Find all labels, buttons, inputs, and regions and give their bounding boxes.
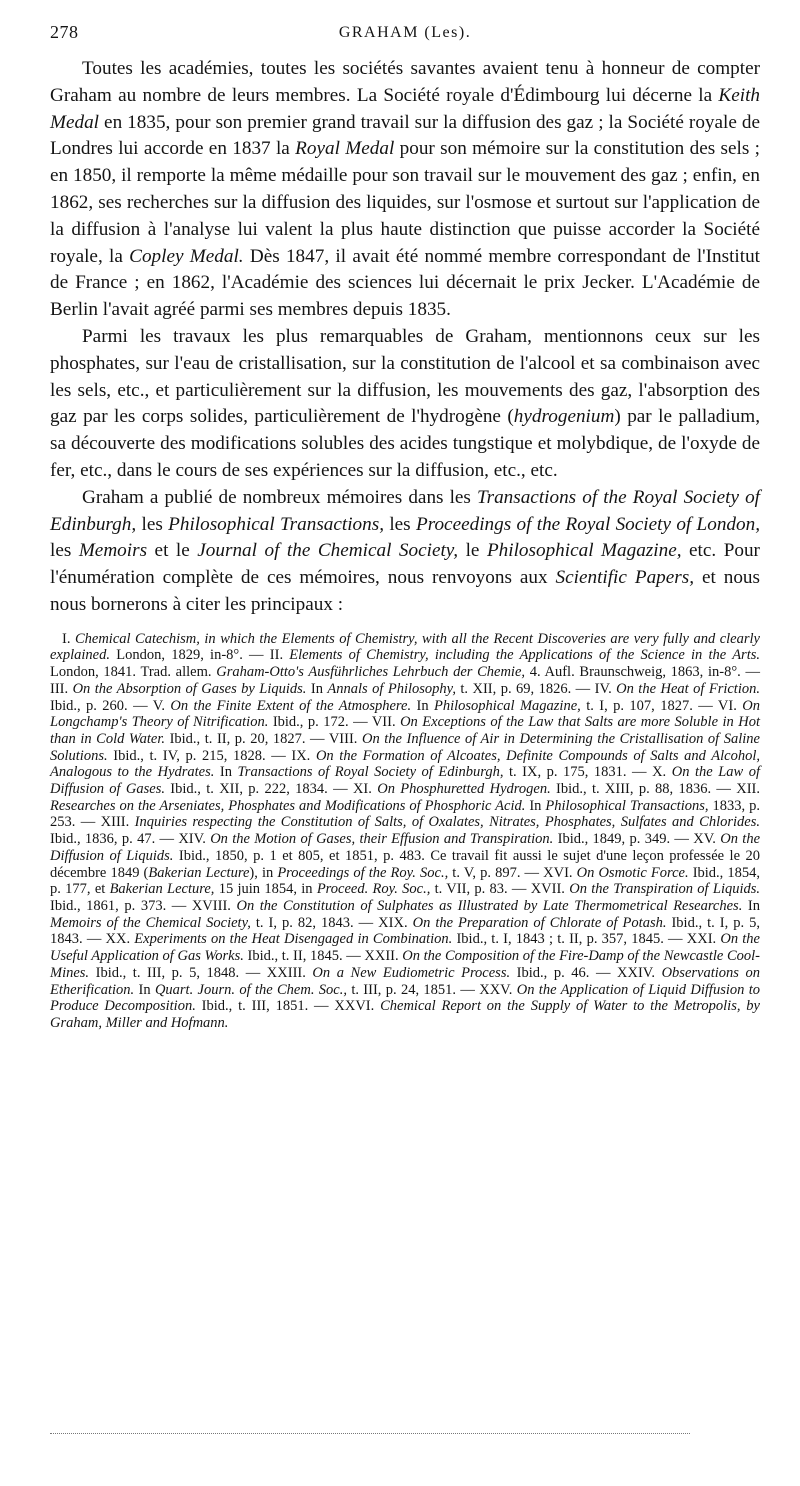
text-run: les <box>50 540 79 562</box>
text-run: Graham a publié de nombreux mémoires dans les <box>82 486 477 508</box>
bibliography <box>50 631 760 1032</box>
text-run: les <box>136 513 169 535</box>
italic-title: On the Law of Diffusion of Gases. <box>50 764 760 798</box>
text-run: Ibid., t. XIII, p. 88, 1836. — XII. <box>550 781 761 798</box>
italic-title: Quart. Journ. of the Chem. Soc., <box>154 981 347 998</box>
text-run: In <box>411 697 434 714</box>
text-run: ) par le palladium, sa découverte des modifications solubles des acides tungstique et molybdique, de l'oxyde de fer, etc., dans le cours de ses expériences sur la diffusion, etc., etc. <box>50 406 760 481</box>
text-run: Ibid., t. I, 1843 ; t. II, p. 357, 1845. — XXI. <box>452 931 721 948</box>
footer-rule <box>50 1433 690 1434</box>
bibliography-list <box>50 631 760 1032</box>
italic-title: Scientific Papers, <box>555 567 695 589</box>
text-run: t. IX, p. 175, 1831. — X. <box>503 764 672 781</box>
italic-title: Observations on Etherification. <box>50 964 760 998</box>
text-run: In <box>214 764 238 781</box>
text-run: et nous nous bornerons à citer les principaux : <box>50 567 760 615</box>
italic-title: On the Finite Extent of the Atmosphere. <box>170 697 412 714</box>
text-run: Ibid., t. I, p. 5, 1843. — XX. <box>50 914 760 948</box>
text-run: Ibid., t. XII, p. 222, 1834. — XI. <box>164 781 378 798</box>
article-body <box>50 56 760 619</box>
text-run: t. I, p. 82, 1843. — XIX. <box>250 914 413 931</box>
italic-title: On Longchamp's Theory of Nitrification. <box>50 697 760 731</box>
italic-title: On the Heat of Friction. <box>616 680 760 697</box>
italic-title: On the Useful Application of Gas Works. <box>50 931 760 965</box>
italic-title: Chemical Report on the Supply of Water to the Metropolis, by Graham, Miller and Hofmann. <box>50 998 760 1031</box>
text-run: et le <box>147 540 198 562</box>
text-run: Ibid., 1854, p. 177, et <box>50 864 761 898</box>
paragraph <box>50 56 760 324</box>
text-run: Ibid., t. IV, p. 215, 1828. — IX. <box>107 747 316 764</box>
text-run: Ibid., 1861, p. 373. — XVIII. <box>50 897 237 914</box>
text-run: In <box>306 680 328 697</box>
text-run: Ibid., 1850, p. 1 et 805, et 1851, p. 483. Ce travail fit aussi le sujet d'une leçon professée le 20 décembre 1849 ( <box>50 847 761 881</box>
text-run: t. I, p. 107, 1827. — VI. <box>580 697 743 714</box>
italic-title: Transactions of Royal Society of Edinburgh, <box>237 764 504 781</box>
italic-title: Proceedings of the Roy. Soc., <box>277 864 449 881</box>
text-run: Ibid., t. III, p. 5, 1848. — XXIII. <box>89 964 313 981</box>
italic-title: Memoirs <box>78 540 148 562</box>
text-run: Ibid., t. II, 1845. — XXII. <box>243 948 403 965</box>
italic-title: Researches on the Arseniates, Phosphates and Modifications of Phosphoric Acid. <box>50 797 526 814</box>
italic-title: Transactions of the Royal Society of Edinburgh, <box>50 486 760 535</box>
text-run: Ibid., 1849, p. 349. — XV. <box>553 831 721 848</box>
italic-title: On the Preparation of Chlorate of Potash. <box>412 914 667 931</box>
text-run: Dès 1847, il avait été nommé membre correspondant de l'Institut de France ; en 1862, l'Académie des sciences lui décernait le prix Jecker. L'Académie de Berlin l'avait agréé parmi ses membres depuis 1835. <box>50 245 760 321</box>
text-run: Ibid., t. III, 1851. — XXVI. <box>195 998 381 1015</box>
text-run: 15 juin 1854, in <box>214 881 317 898</box>
italic-title: On the Transpiration of Liquids. <box>569 881 761 898</box>
italic-title: On the Composition of the Fire-Damp of the Newcastle Cool-Mines. <box>50 948 760 981</box>
paragraph <box>50 324 760 485</box>
italic-title: On the Formation of Alcoates, Definite Compounds of Salts and Alcohol, Analogous to the Hydrates. <box>50 747 760 781</box>
running-title: GRAHAM (Les). <box>338 24 472 41</box>
text-run: Ibid., 1836, p. 47. — XIV. <box>50 831 211 848</box>
text-run: Ibid., p. 172. — VII. <box>268 714 401 731</box>
page-header <box>50 22 760 56</box>
italic-title: On the Diffusion of Liquids. <box>50 831 761 864</box>
text-run: le <box>458 540 487 562</box>
italic-title: Inquiries respecting the Constitution of Salts, of Oxalates, Nitrates, Phosphates, Sulfates and Chlorides. <box>134 814 760 831</box>
italic-title: Copley Medal. <box>129 245 244 267</box>
text-run: les <box>384 513 416 535</box>
italic-title: Proceedings of the Royal Society of London, <box>415 513 760 535</box>
italic-title: On Phosphuretted Hydrogen. <box>377 781 551 798</box>
italic-title: On the Constitution of Sulphates as Illustrated by Late Thermometrical Researches. <box>236 897 743 914</box>
italic-title: On the Application of Liquid Diffusion to Produce Decomposition. <box>50 981 760 1015</box>
italic-title: Keith Medal <box>50 84 760 133</box>
italic-title: On the Absorption of Gases by Liquids. <box>72 680 307 697</box>
text-run: In <box>134 981 155 998</box>
text-run: t. VII, p. 83. — XVII. <box>430 881 570 898</box>
italic-title: Journal of the Chemical Society, <box>197 540 459 562</box>
text-run: Ibid., p. 260. — V. <box>50 697 171 714</box>
italic-title: Elements of Chemistry, including the Applications of the Science in the Arts. <box>289 647 760 664</box>
italic-title: Annals of Philosophy, <box>327 680 456 697</box>
text-run: Toutes les académies, toutes les sociétés savantes avaient tenu à honneur de compter Graham au nombre de leurs membres. La Société royale d'Édimbourg lui décerne la <box>50 58 760 106</box>
italic-title: Memoirs of the Chemical Society, <box>50 914 251 931</box>
text-run: t. V, p. 897. — XVI. <box>448 864 577 881</box>
italic-title: Graham-Otto's Ausführliches Lehrbuch der Chemie, <box>216 664 526 681</box>
text-run: pour son mémoire sur la constitution des sels ; en 1850, il remporte la même médaille pour son travail sur le mouvement des gaz ; enfin, en 1862, ses recherches sur la diffusion des liquides, sur l'osmose et surtout sur l'application de la diffusion à l'analyse lui valent la plus haute distinction que puisse accorder la Société royale, la <box>50 138 760 267</box>
page-number: 278 <box>50 22 79 42</box>
text-run: Parmi les travaux les plus remarquables de Graham, mentionnons ceux sur les phosphates, sur l'eau de cristallisation, sur la constitution de l'alcool et sa combinaison avec les sels, etc., et particulièrement sur la diffusion, les mouvements des gaz, l'absorption des gaz par les corps solides, particulièrement de l'hydrogène ( <box>50 325 760 428</box>
text-run: t. XII, p. 69, 1826. — IV. <box>455 680 617 697</box>
italic-title: Philosophical Magazine, <box>434 697 581 714</box>
text-run: etc. Pour l'énumération complète de ces mémoires, nous renvoyons aux <box>50 540 760 589</box>
italic-title: On Exceptions of the Law that Salts are more Soluble in Hot than in Cold Water. <box>50 714 760 747</box>
text-run: 1833, p. 253. — XIII. <box>50 797 760 831</box>
italic-title: On a New Eudiometric Process. <box>312 964 511 981</box>
text-run: London, 1841. Trad. allem. <box>50 664 217 681</box>
italic-title: hydrogenium <box>513 406 615 428</box>
text-run: en 1835, pour son premier grand travail sur la diffusion des gaz ; la Société royale de Londres lui accorde en 1837 la <box>50 111 760 160</box>
text-run: I. <box>62 630 75 647</box>
italic-title: On Osmotic Force. <box>576 864 689 881</box>
italic-title: Bakerian Lecture, <box>109 881 215 898</box>
text-run: Ibid., p. 46. — XXIV. <box>510 964 662 981</box>
paragraph <box>50 485 760 619</box>
italic-title: Bakerian Lecture <box>148 864 250 881</box>
italic-title: Philosophical Transactions, <box>545 797 709 814</box>
text-run: In <box>742 897 760 914</box>
text-run: London, 1829, in-8°. — II. <box>110 647 290 664</box>
text-run: Ibid., t. II, p. 20, 1827. — VIII. <box>165 730 362 747</box>
italic-title: Chemical Catechism, in which the Elements of Chemistry, with all the Recent Discoveries are very fully and clearly explained. <box>50 630 760 664</box>
italic-title: Experiments on the Heat Disengaged in Combination. <box>134 931 453 948</box>
italic-title: Proceed. Roy. Soc., <box>316 881 431 898</box>
italic-title: On the Influence of Air in Determining the Cristallisation of Saline Solutions. <box>50 730 760 764</box>
text-run: t. III, p. 24, 1851. — XXV. <box>346 981 517 998</box>
text-run: 4. Aufl. Braunschweig, 1863, in-8°. — III. <box>50 664 760 697</box>
text-run: In <box>525 797 546 814</box>
italic-title: On the Motion of Gases, their Effusion and Transpiration. <box>210 831 554 848</box>
italic-title: Philosophical Magazine, <box>486 540 682 562</box>
italic-title: Philosophical Transactions, <box>168 513 385 535</box>
text-run: ), in <box>249 864 278 881</box>
italic-title: Royal Medal <box>295 138 395 160</box>
